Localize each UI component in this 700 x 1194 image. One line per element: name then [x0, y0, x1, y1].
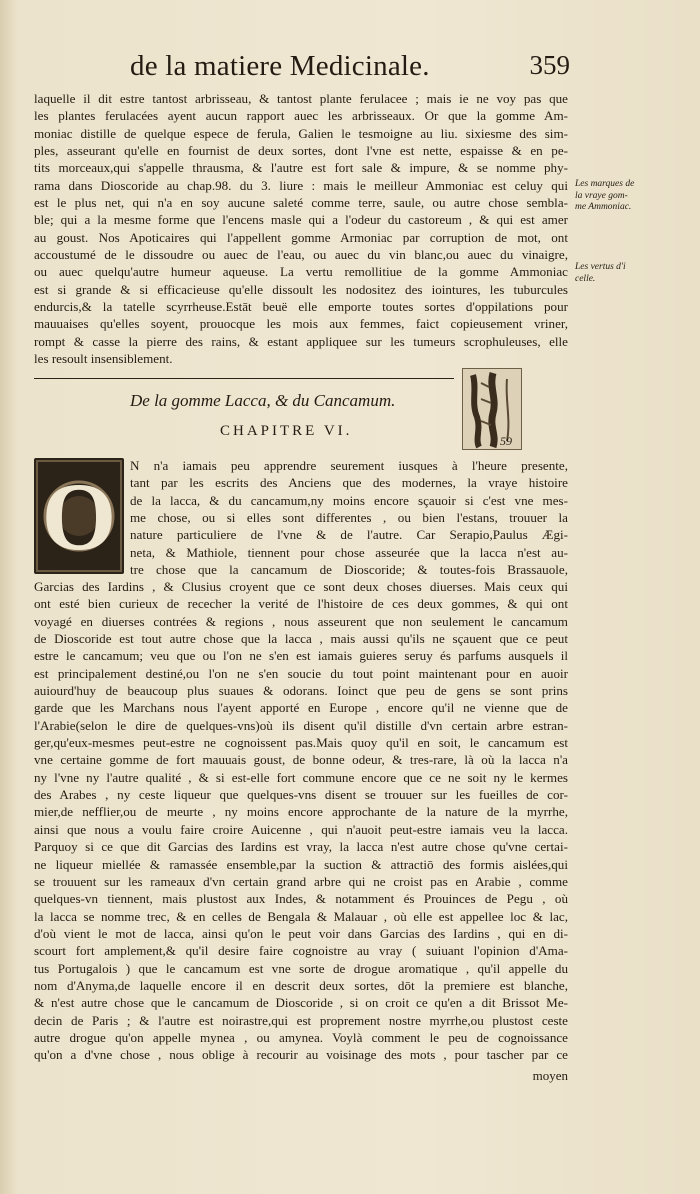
margin-note-vertus: [575, 262, 691, 285]
text-line: N n'a iamais peu apprendre seurement iusques à l'heure presente,: [130, 458, 568, 473]
text-line: nature particuliere de l'vne & de l'autre. Car Serapio,Paulus Ægi-: [130, 527, 568, 543]
text-line: tre chose que la cancamum de Dioscoride; & toutes-fois Brassauole,: [130, 562, 568, 578]
margin-note-line: Les marques de: [575, 179, 635, 189]
margin-note-line: me Ammoniac.: [575, 202, 632, 212]
text-line: accoustumé de le dissoudre ou auec de l'eau, ou auec du vin blanc,ou auec du vinaigre,: [34, 247, 568, 263]
margin-note-line: la vraye gom-: [575, 190, 628, 201]
text-line: ger,qu'eux-mesmes peut-estre ne cognoissent pas.Mais quoy qu'il en soit, le cancamum est: [34, 735, 568, 751]
decorated-initial: [34, 458, 124, 574]
text-line: vne certaine gomme de fort mauuais goust, de bonne odeur, & tres-rare, là où la lacca n'a: [34, 752, 568, 768]
text-line: tant par les escrits des Anciens que des modernes, la vraye histoire: [130, 475, 568, 491]
text-line: ble; qui a la mesme forme que l'encens masle qui a l'odeur du castoreum , & qui est amer: [34, 212, 568, 228]
section-divider: [34, 378, 454, 379]
paragraph-lacca-opening: [130, 457, 568, 578]
text-line: la lacca se nomme trec, & en celles de Bengala & Malauar , où elle est appellee loc & lac,: [34, 908, 568, 924]
text-line: neta, & Mathiole, tiennent pour chose asseurée que la lacca n'est au-: [130, 544, 568, 560]
paragraph-lacca-body: [34, 578, 568, 1064]
text-line: ny l'vne ny l'autre qualité , & si est-elle fort commune encore que ce ne soit ny le kermes: [34, 769, 568, 785]
text-line: moniac distille de quelque espece de ferula, Galien le tesmoigne au liu. sixiesme des sim-: [34, 125, 568, 141]
text-line: endurcis,& la tatelle scyrrheuse.Estāt beuë elle emporte toutes sortes d'oppilations pour: [34, 299, 568, 315]
text-line: qu'on a d'vne chose , nous oblige à recourir au voisinage des mots , pour tascher par ce: [34, 1047, 568, 1063]
chapter-title: De la gomme Lacca, & du Cancamum.: [130, 391, 396, 410]
text-line: quelques-vn tiennent, mais plustost aux Indes, & notamment és Prouinces de Pegu , où: [34, 891, 568, 907]
text-line: & n'est autre chose que le cancamum de Dioscoride , si on croit ce qu'en a dit Brissot Me-: [34, 995, 568, 1011]
text-line: de la lacca, & du cancamum,ny moins encore sçauoir si c'est vne mes-: [130, 492, 568, 508]
engraving-illustration: [462, 368, 522, 450]
initial-letter: O: [41, 462, 117, 570]
text-line: nom d'Anyma,de laquelle encore il en descrit deux sortes, dōt la premiere est blanche,: [34, 977, 568, 993]
catchword: moyen: [532, 1068, 568, 1083]
text-line: ne liqueur miellée & ramassée ensemble,par la suction & attractiō des formis aislées,qui: [34, 856, 568, 872]
text-line: d'où vient le mot de lacca, ainsi qu'on le peut voir dans Garcias des Iardins , qui en di-: [34, 925, 568, 941]
chapter-number: CHAPITRE VI.: [220, 423, 353, 439]
text-line: ou auec quelqu'autre humeur aqueuse. La vertu remollitiue de la gomme Ammoniac: [34, 264, 568, 280]
text-line: scourt fort amplement,& qu'il desire faire cognoistre au vray ( suiuant l'opinion d'Ama-: [34, 943, 568, 959]
text-line: auiourd'huy de beaucoup plus suaues & odorans. Ioinct que peu de gens se sont prins: [34, 683, 568, 699]
text-line: ples, asseurant qu'elle en fournist de deux sortes, dont l'vne est nette, espaisse & en pe-: [34, 143, 568, 159]
page-number: 359: [529, 50, 570, 80]
text-line: tus Portugalois ) que le cancamum est vne sorte de drogue aromatique , qu'il appelle du: [34, 960, 568, 976]
text-line: mauuaises qu'elles soyent, prouocque les mois aux femmes, faict copieusement vriner,: [34, 316, 568, 332]
text-line: Parquoy si ce que dit Garcias des Iardins est vray, la lacca n'est autre chose qu'vne certai-: [34, 839, 568, 855]
text-line: les resoult insensiblement.: [34, 351, 173, 367]
text-line: tits morceaux,qui s'appelle thrausma, & l'autre est fort sale & impure, & se nomme phy-: [34, 160, 568, 176]
text-line: est le plus net, qui n'a en soy aucune saleté comme terre, saule, ou autre chose sembla-: [34, 195, 568, 211]
page-header: [130, 50, 570, 90]
text-line: decin de Paris ; & l'autre est noirastre,qui est proprement nostre myrrhe,ou plustost ceste: [34, 1012, 568, 1028]
text-line: se trouuent sur les rameaux d'vn certain grand arbre qui ne croist pas en Arabie , comme: [34, 873, 568, 889]
running-title: de la matiere Medicinale.: [130, 50, 430, 82]
text-line: est principalement destiné,ou l'on ne s'en soucie du tout point maintenant pour en auoir: [34, 665, 568, 681]
margin-note-line: Les vertus d'i: [575, 262, 626, 272]
text-line: l'Arabie(selon le dire de quelques-vns)où ils disent qu'il distille d'vn certain arbre estran-: [34, 717, 568, 733]
text-line: ont esté bien curieux de rececher la verité de l'histoire de ces deux gommes, & qui ont: [34, 596, 568, 612]
text-line: voyagé en diuerses contrées & regions , nous asseurent que non seulement le cancamum: [34, 613, 568, 629]
text-line: garde que les Marchans nous l'ayent apporté en Europe , encore qu'il ne vienne que de: [34, 700, 568, 716]
text-line: rompt & casse la pierre des rains, & estant appliquee sur les tumeurs scrophuleuses, elle: [34, 333, 568, 349]
text-line: ainsi que nous a voulu faire croire Auicenne , qui n'auoit peut-estre iamais veu la lacca.: [34, 821, 568, 837]
plate-number: 59: [500, 434, 512, 448]
text-line: rama dans Dioscoride au chap.98. du 3. liure : mais le meilleur Ammoniac est celuy qui: [34, 177, 568, 193]
text-line: est si grande & si efficacieuse qu'elle dissoult les nodositez des iointures, les tuburcules: [34, 281, 568, 297]
paragraph-ammoniac: [34, 90, 568, 368]
text-line: de Dioscoride est tout autre chose que la lacca , mais aussi qu'ils ne sçauent que ce peut: [34, 631, 568, 647]
text-line: des Arabes , ny ceste liqueur que quelques-vns disent se trouuer sur les fueilles de cor-: [34, 787, 568, 803]
text-line: mier,de nefflier,ou de meurte , ny moins encore approchante de la nature de la myrrhe,: [34, 804, 568, 820]
text-line: au goust. Nos Apoticaires qui l'appellent gomme Armoniac par corruption de mot, ont: [34, 229, 568, 245]
margin-note-line: celle.: [575, 273, 596, 284]
text-line: laquelle il dit estre tantost arbrisseau, & tantost plante ferulacee ; mais ie ne voy pas que: [34, 91, 568, 106]
text-line: me chose, ou si elles sont differentes , ou bien l'estans, trouuer la: [130, 510, 568, 526]
text-line: autre drogue qu'on appelle mynea , ou amynea. Voylà comment le peu de cognoissance: [34, 1029, 568, 1045]
margin-note-marques: [575, 179, 691, 214]
text-line: les plantes ferulacées ayent aucun rapport auec les arbrisseaux. Or que la gomme Am-: [34, 108, 568, 124]
text-line: estre le cancamum; veu que ou l'on ne s'en est iamais guieres seruy és parfums ausquels il: [34, 648, 568, 664]
text-line: Garcias des Iardins , & Clusius croyent que ce sont deux choses diuerses. Mais ceux qui: [34, 579, 568, 594]
gum-branch-drawing: [463, 369, 521, 449]
